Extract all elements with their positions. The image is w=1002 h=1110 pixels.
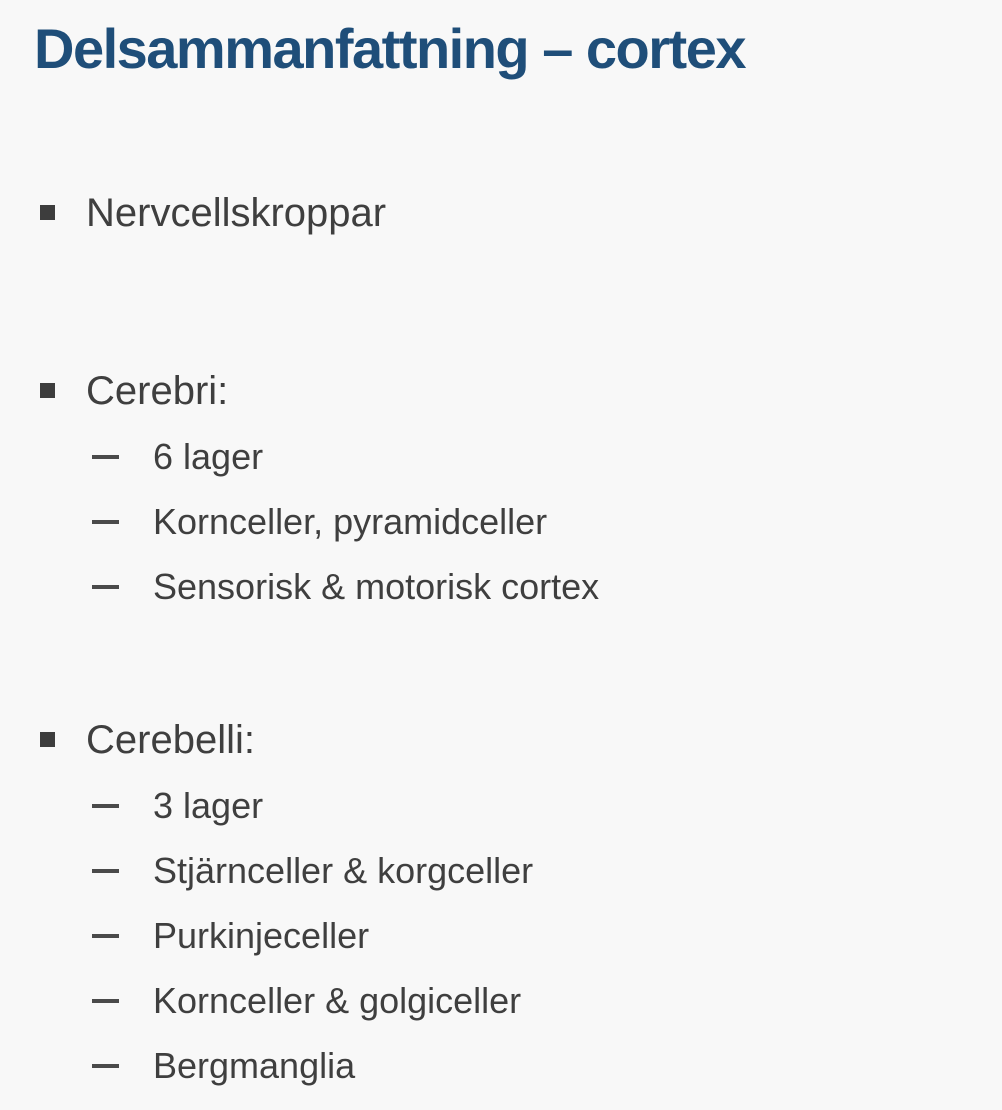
sub-bullet-label: Sensorisk & motorisk cortex (153, 566, 600, 607)
dash-bullet-icon (92, 520, 119, 524)
sub-bullet-label: 3 lager (153, 785, 264, 826)
sub-bullet-label: Stjärnceller & korgceller (153, 850, 534, 891)
dash-bullet-icon (92, 585, 119, 589)
bullet-item-cerebelli (38, 715, 1002, 765)
bullet-item-cerebri (38, 366, 1002, 416)
square-bullet-icon (40, 732, 55, 747)
dash-bullet-icon (92, 804, 119, 808)
dash-bullet-icon (92, 999, 119, 1003)
sub-bullet-label: Bergmanglia (153, 1045, 356, 1086)
sub-bullet-label: Kornceller, pyramidceller (153, 501, 548, 542)
bullet-label: Cerebelli: (86, 718, 255, 762)
bullet-label: Nervcellskroppar (86, 191, 387, 235)
sub-bullet-item (38, 489, 1002, 554)
sub-bullet-label: Purkinjeceller (153, 915, 370, 956)
sub-bullet-item (38, 968, 1002, 1033)
slide-title: Delsammanfattning – cortex (34, 17, 745, 80)
dash-bullet-icon (92, 455, 119, 459)
sub-bullet-label: 6 lager (153, 436, 264, 477)
sub-bullet-item (38, 1033, 1002, 1098)
sub-bullet-item (38, 554, 1002, 619)
dash-bullet-icon (92, 1064, 119, 1068)
cerebelli-sub-list (38, 773, 1002, 1098)
bullet-label: Cerebri: (86, 369, 229, 413)
square-bullet-icon (40, 205, 55, 220)
cerebri-sub-list (38, 424, 1002, 619)
sub-bullet-item (38, 424, 1002, 489)
sub-bullet-item (38, 903, 1002, 968)
bullet-item-nervcellskroppar (38, 188, 1002, 238)
sub-bullet-label: Kornceller & golgiceller (153, 980, 522, 1021)
dash-bullet-icon (92, 934, 119, 938)
dash-bullet-icon (92, 869, 119, 873)
sub-bullet-item (38, 838, 1002, 903)
sub-bullet-item (38, 773, 1002, 838)
square-bullet-icon (40, 383, 55, 398)
slide-body (0, 188, 1002, 1098)
